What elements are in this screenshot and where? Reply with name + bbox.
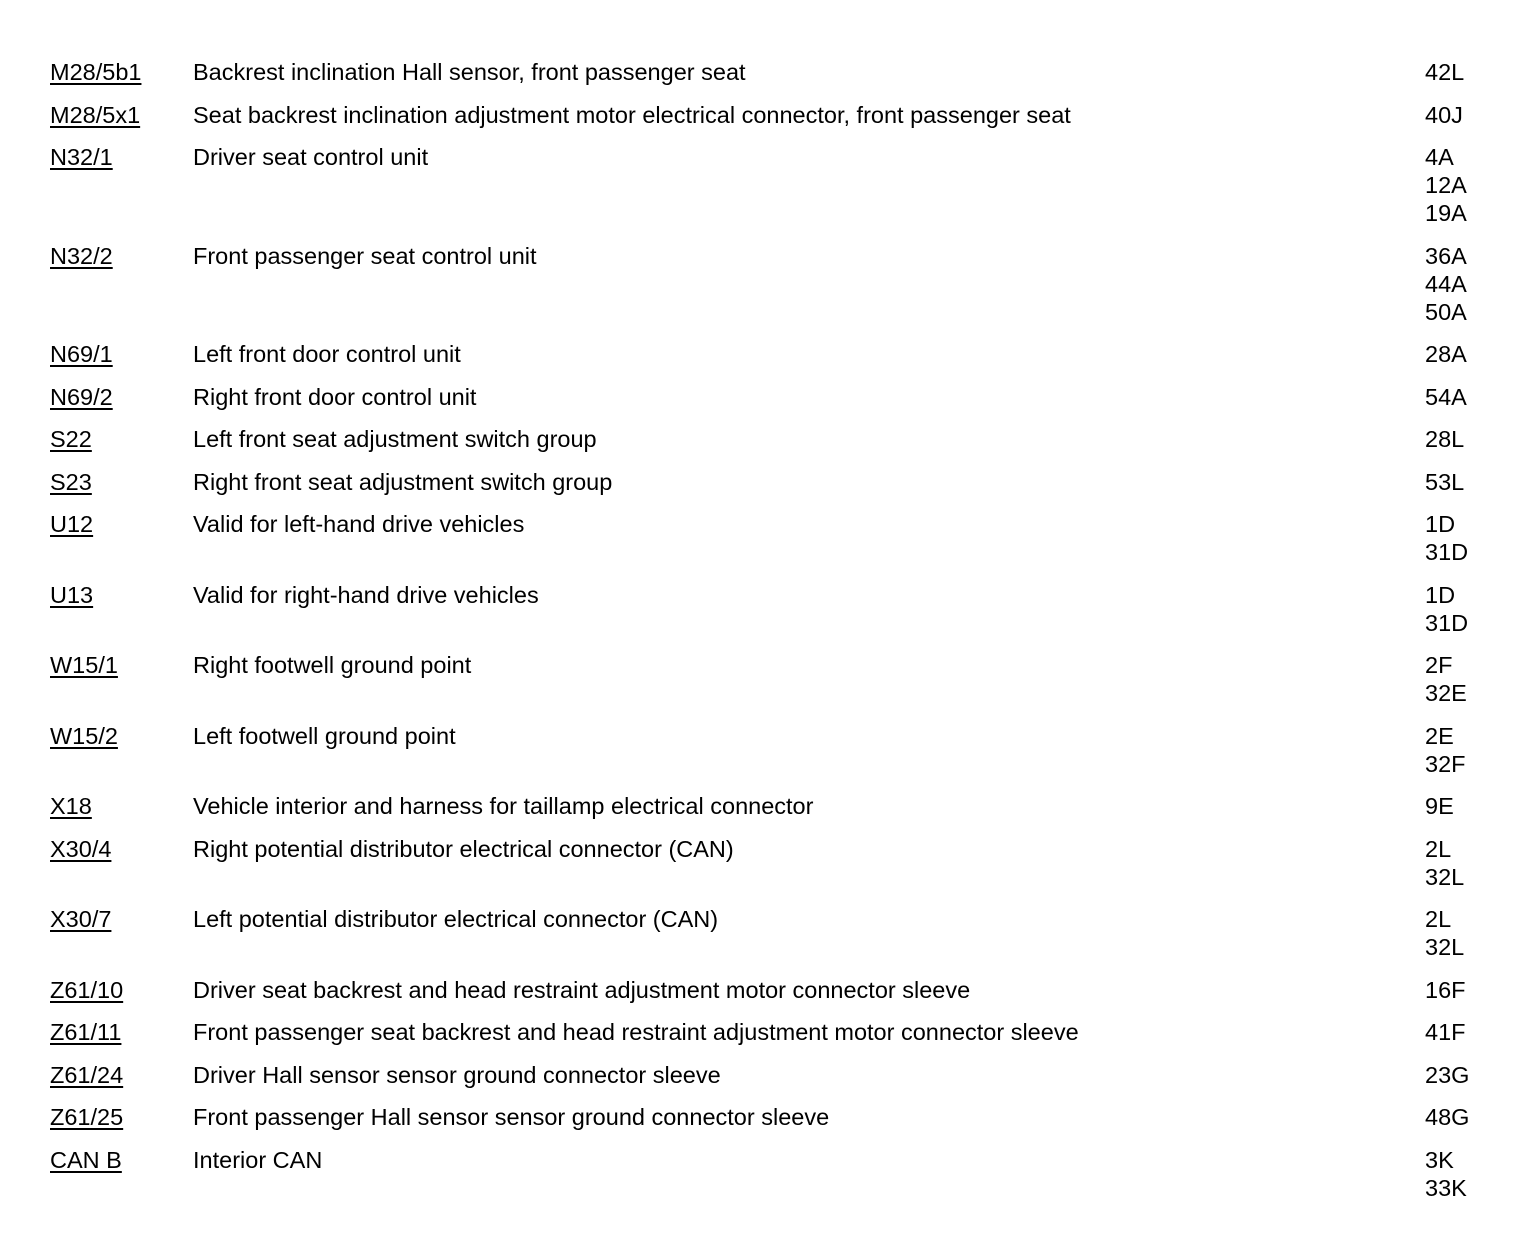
legend-row: [50, 1061, 1490, 1089]
grid-reference: 33K: [1425, 1174, 1467, 1201]
grid-reference-list: [1425, 835, 1490, 891]
component-code-link[interactable]: CAN B: [50, 1146, 122, 1173]
grid-reference-list: [1425, 425, 1490, 453]
component-description: Driver seat backrest and head restraint adjustment motor connector sleeve: [193, 976, 971, 1003]
grid-reference: 16F: [1425, 976, 1466, 1003]
grid-reference: 19A: [1425, 200, 1467, 226]
legend-row: [50, 1018, 1490, 1046]
grid-reference: 28L: [1425, 426, 1465, 452]
legend-row: [50, 722, 1490, 778]
component-legend-table: [50, 58, 1490, 1216]
grid-reference: 36A: [1425, 242, 1467, 269]
component-description: Vehicle interior and harness for taillamp electrical connector: [193, 793, 814, 819]
grid-reference: 2E: [1425, 722, 1454, 749]
legend-row: [50, 905, 1490, 961]
grid-reference: 50A: [1425, 298, 1467, 325]
component-code-link[interactable]: S23: [50, 468, 92, 495]
component-description: Front passenger seat control unit: [193, 242, 537, 269]
legend-row: [50, 835, 1490, 891]
legend-row: [50, 340, 1490, 368]
component-description: Backrest inclination Hall sensor, front passenger seat: [193, 59, 746, 85]
legend-row: [50, 1146, 1490, 1202]
legend-row: [50, 581, 1490, 637]
component-code-link[interactable]: Z61/24: [50, 1061, 124, 1088]
component-description: Left potential distributor electrical connector (CAN): [193, 906, 719, 932]
grid-reference-list: [1425, 905, 1490, 961]
grid-reference: 28A: [1425, 341, 1467, 367]
component-description: Left footwell ground point: [193, 722, 456, 749]
grid-reference: 32L: [1425, 863, 1465, 890]
component-code-link[interactable]: Z61/25: [50, 1104, 124, 1130]
component-code-link[interactable]: N69/1: [50, 341, 113, 367]
legend-row: [50, 143, 1490, 227]
grid-reference-list: [1425, 1146, 1490, 1202]
grid-reference: 12A: [1425, 172, 1467, 198]
grid-reference-list: [1425, 722, 1490, 778]
grid-reference: 2L: [1425, 906, 1452, 932]
grid-reference-list: [1425, 143, 1490, 227]
grid-reference: 32L: [1425, 934, 1465, 960]
component-description: Interior CAN: [193, 1146, 323, 1173]
component-description: Driver Hall sensor sensor ground connector sleeve: [193, 1061, 721, 1088]
legend-row: [50, 58, 1490, 86]
grid-reference-list: [1425, 1061, 1490, 1089]
component-code-link[interactable]: N32/2: [50, 242, 113, 269]
component-code-link[interactable]: W15/1: [50, 652, 118, 678]
grid-reference: 42L: [1425, 59, 1465, 85]
grid-reference-list: [1425, 1103, 1490, 1131]
grid-reference: 44A: [1425, 270, 1467, 297]
legend-row: [50, 792, 1490, 820]
component-description: Valid for left-hand drive vehicles: [193, 511, 525, 537]
grid-reference: 23G: [1425, 1061, 1470, 1088]
component-description: Driver seat control unit: [193, 144, 429, 170]
grid-reference: 41F: [1425, 1019, 1466, 1045]
grid-reference: 31D: [1425, 609, 1469, 636]
grid-reference: 32F: [1425, 750, 1466, 777]
grid-reference-list: [1425, 58, 1490, 86]
component-code-link[interactable]: X18: [50, 793, 92, 819]
grid-reference-list: [1425, 468, 1490, 496]
component-description: Seat backrest inclination adjustment motor electrical connector, front passenger seat: [193, 101, 1071, 128]
grid-reference-list: [1425, 101, 1490, 129]
component-code-link[interactable]: X30/4: [50, 835, 112, 862]
component-code-link[interactable]: M28/5x1: [50, 101, 141, 128]
grid-reference-list: [1425, 383, 1490, 411]
component-code-link[interactable]: U13: [50, 581, 94, 608]
component-code-link[interactable]: X30/7: [50, 906, 112, 932]
component-description: Left front seat adjustment switch group: [193, 426, 597, 452]
grid-reference: 31D: [1425, 539, 1469, 565]
component-description: Right front seat adjustment switch group: [193, 468, 613, 495]
legend-row: [50, 651, 1490, 707]
grid-reference-list: [1425, 340, 1490, 368]
component-description: Right front door control unit: [193, 383, 477, 410]
grid-reference: 1D: [1425, 581, 1456, 608]
component-code-link[interactable]: U12: [50, 511, 94, 537]
legend-row: [50, 242, 1490, 326]
grid-reference: 48G: [1425, 1104, 1470, 1130]
grid-reference-list: [1425, 510, 1490, 566]
grid-reference-list: [1425, 1018, 1490, 1046]
component-code-link[interactable]: M28/5b1: [50, 59, 142, 85]
legend-row: [50, 1103, 1490, 1131]
component-description: Right footwell ground point: [193, 652, 472, 678]
component-description: Left front door control unit: [193, 341, 461, 367]
grid-reference-list: [1425, 976, 1490, 1004]
grid-reference: 4A: [1425, 144, 1454, 170]
component-description: Valid for right-hand drive vehicles: [193, 581, 539, 608]
component-description: Front passenger Hall sensor sensor ground connector sleeve: [193, 1104, 830, 1130]
grid-reference: 40J: [1425, 101, 1463, 128]
grid-reference-list: [1425, 242, 1490, 326]
grid-reference: 9E: [1425, 793, 1454, 819]
component-code-link[interactable]: S22: [50, 426, 92, 452]
legend-row: [50, 468, 1490, 496]
legend-row: [50, 383, 1490, 411]
component-code-link[interactable]: Z61/11: [50, 1019, 122, 1045]
grid-reference-list: [1425, 651, 1490, 707]
component-code-link[interactable]: W15/2: [50, 722, 118, 749]
legend-row: [50, 425, 1490, 453]
grid-reference: 3K: [1425, 1146, 1454, 1173]
grid-reference-list: [1425, 581, 1490, 637]
component-code-link[interactable]: Z61/10: [50, 976, 124, 1003]
grid-reference: 2F: [1425, 652, 1453, 678]
component-code-link[interactable]: N32/1: [50, 144, 113, 170]
grid-reference: 2L: [1425, 835, 1452, 862]
grid-reference-list: [1425, 792, 1490, 820]
legend-row: [50, 976, 1490, 1004]
legend-row: [50, 510, 1490, 566]
grid-reference: 1D: [1425, 511, 1456, 537]
grid-reference: 54A: [1425, 383, 1467, 410]
component-description: Right potential distributor electrical connector (CAN): [193, 835, 734, 862]
component-description: Front passenger seat backrest and head restraint adjustment motor connector sleeve: [193, 1019, 1079, 1045]
grid-reference: 53L: [1425, 468, 1465, 495]
component-code-link[interactable]: N69/2: [50, 383, 113, 410]
legend-row: [50, 101, 1490, 129]
grid-reference: 32E: [1425, 680, 1467, 706]
